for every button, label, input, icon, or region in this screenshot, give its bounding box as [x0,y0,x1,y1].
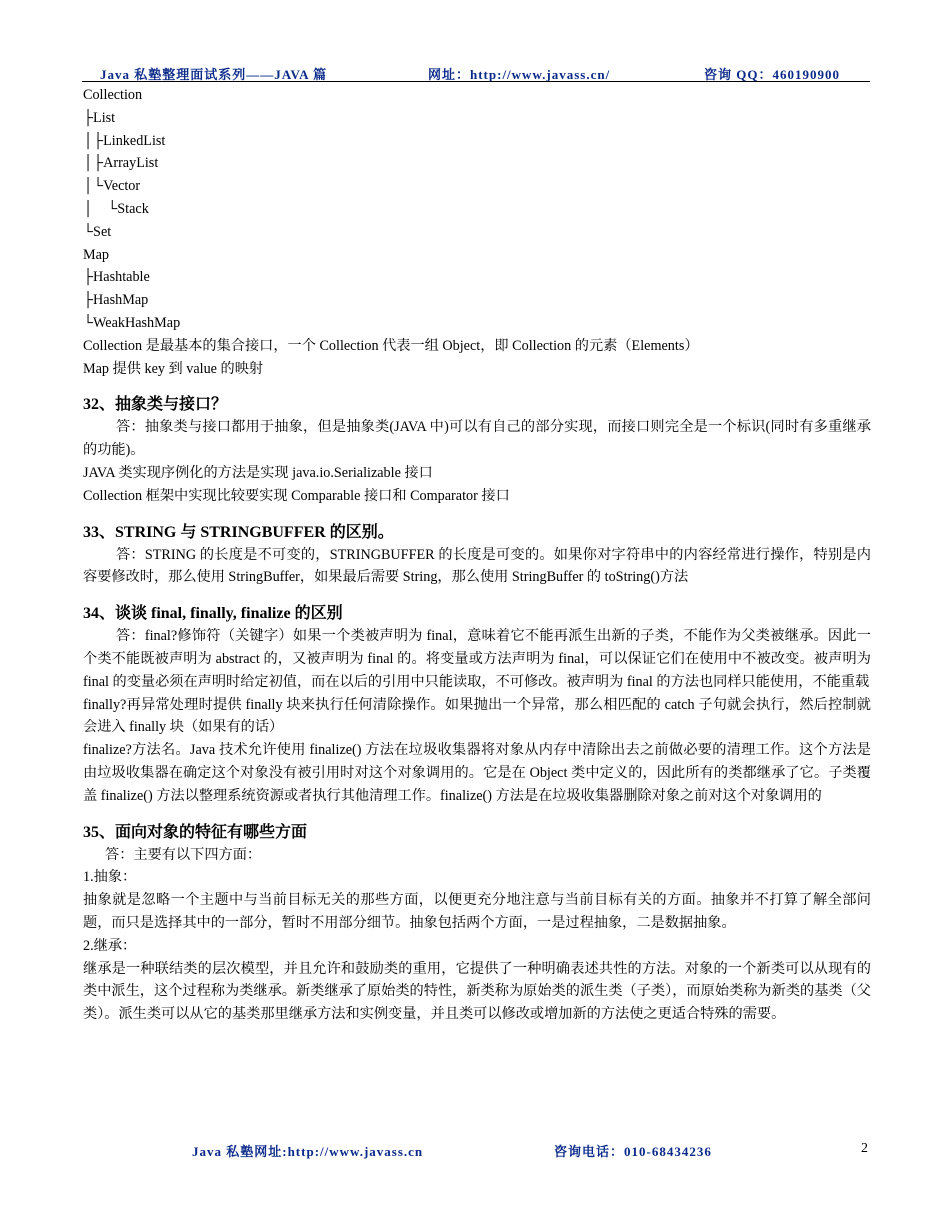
paragraph: 1.抽象： [83,869,137,886]
paragraph: 答：抽象类与接口都用于抽象，但是抽象类(JAVA 中)可以有自己的部分实现，而接口则完全是一个标识(同时有多重继承的功能)。 [83,419,871,459]
section-heading: 35、面向对象的特征有哪些方面 [83,823,308,841]
intro-paragraph: Map 提供 key 到 value 的映射 [83,360,264,377]
section-33 [83,521,871,590]
section-heading: 32、抽象类与接口？ [83,396,228,414]
page-footer [82,1139,870,1159]
paragraph: 答：final?修饰符（关键字）如果一个类被声明为 final，意味着它不能再派生出新的子类，不能作为父类被继承。因此一个类不能既被声明为 abstract 的，又被声明为 final 的。将变量或方法声明为 final，可以保证它们在使用中不被改变。被声明为 final 的变量必须在声明时给定初值，而在以后的引用中只能读取，不可修改。被声明为 final 的方法也同样只能使用，不能重载 [83,628,871,690]
paragraph: 抽象就是忽略一个主题中与当前目标无关的那些方面，以便更充分地注意与当前目标有关的方面。抽象并不打算了解全部问题，而只是选择其中的一部分，暂时不用部分细节。抽象包括两个方面，一是过程抽象，二是数据抽象。 [83,892,871,931]
section-heading: 34、谈谈 final, finally, finalize 的区别 [83,605,343,623]
tree-line: Collection [83,87,143,103]
tree-line: │└Vector [83,178,141,195]
tree-line: └WeakHashMap [83,314,181,331]
paragraph: 答：主要有以下四方面： [105,846,262,863]
tree-line: ├HashMap [83,292,149,309]
tree-line: │├ArrayList [83,155,159,172]
tree-line: Map [83,246,110,263]
paragraph: 答：STRING 的长度是不可变的，STRINGBUFFER 的长度是可变的。如果你对字符串中的内容经常进行操作，特别是内容要修改时，那么使用 StringBuffer，如果最后需要 String，那么使用 StringBuffer 的 toString()方法 [83,546,871,586]
section-32 [83,393,871,507]
header-website: 网址：http://www.javass.cn/ [428,67,611,82]
tree-line: ├List [83,109,116,126]
header-qq: 咨询 QQ：460190900 [704,67,840,82]
section-34 [83,602,871,807]
intro-paragraph: Collection 是最基本的集合接口，一个 Collection 代表一组 Object，即 Collection 的元素（Elements） [83,337,699,354]
document-body [83,84,871,1026]
paragraph: JAVA 类实现序例化的方法是实现 java.io.Serializable 接口 [83,464,433,481]
footer-website: Java 私塾网址:http://www.javass.cn [192,1144,424,1159]
page-number: 2 [861,1141,868,1156]
collection-tree [83,84,871,335]
tree-line: ├Hashtable [83,269,150,286]
tree-line: │ └Stack [83,200,149,217]
section-35 [83,821,871,1026]
paragraph: finalize?方法名。Java 技术允许使用 finalize() 方法在垃圾收集器将对象从内存中清除出去之前做必要的清理工作。这个方法是由垃圾收集器在确定这个对象没有被引用时对这个对象调用的。它是在 Object 类中定义的，因此所有的类都继承了它。子类覆盖 finalize() 方法以整理系统资源或者执行其他清理工作。finalize() 方法是在垃圾收集器删除对象之前对这个对象调用的 [83,742,871,804]
tree-line: │├LinkedList [83,132,166,149]
footer-phone: 咨询电话：010-68434236 [554,1144,712,1159]
section-heading: 33、STRING 与 STRINGBUFFER 的区别。 [83,523,394,541]
tree-line: └Set [83,223,112,240]
paragraph: 继承是一种联结类的层次模型，并且允许和鼓励类的重用，它提供了一种明确表述共性的方法。对象的一个新类可以从现有的类中派生，这个过程称为类继承。新类继承了原始类的特性，新类称为原始类的派生类（子类），而原始类称为新类的基类（父类）。派生类可以从它的基类那里继承方法和实例变量，并且类可以修改或增加新的方法使之更适合特殊的需要。 [83,960,871,1023]
paragraph: 2.继承： [83,937,137,954]
header-title: Java 私塾整理面试系列——JAVA 篇 [100,67,328,82]
paragraph: Collection 框架中实现比较要实现 Comparable 接口和 Comparator 接口 [83,487,510,504]
page-header [82,62,870,82]
paragraph: finally?再异常处理时提供 finally 块来执行任何清除操作。如果抛出一个异常，那么相匹配的 catch 子句就会执行，然后控制就会进入 finally 块（如果有的话） [83,696,871,736]
header-divider [82,81,870,82]
